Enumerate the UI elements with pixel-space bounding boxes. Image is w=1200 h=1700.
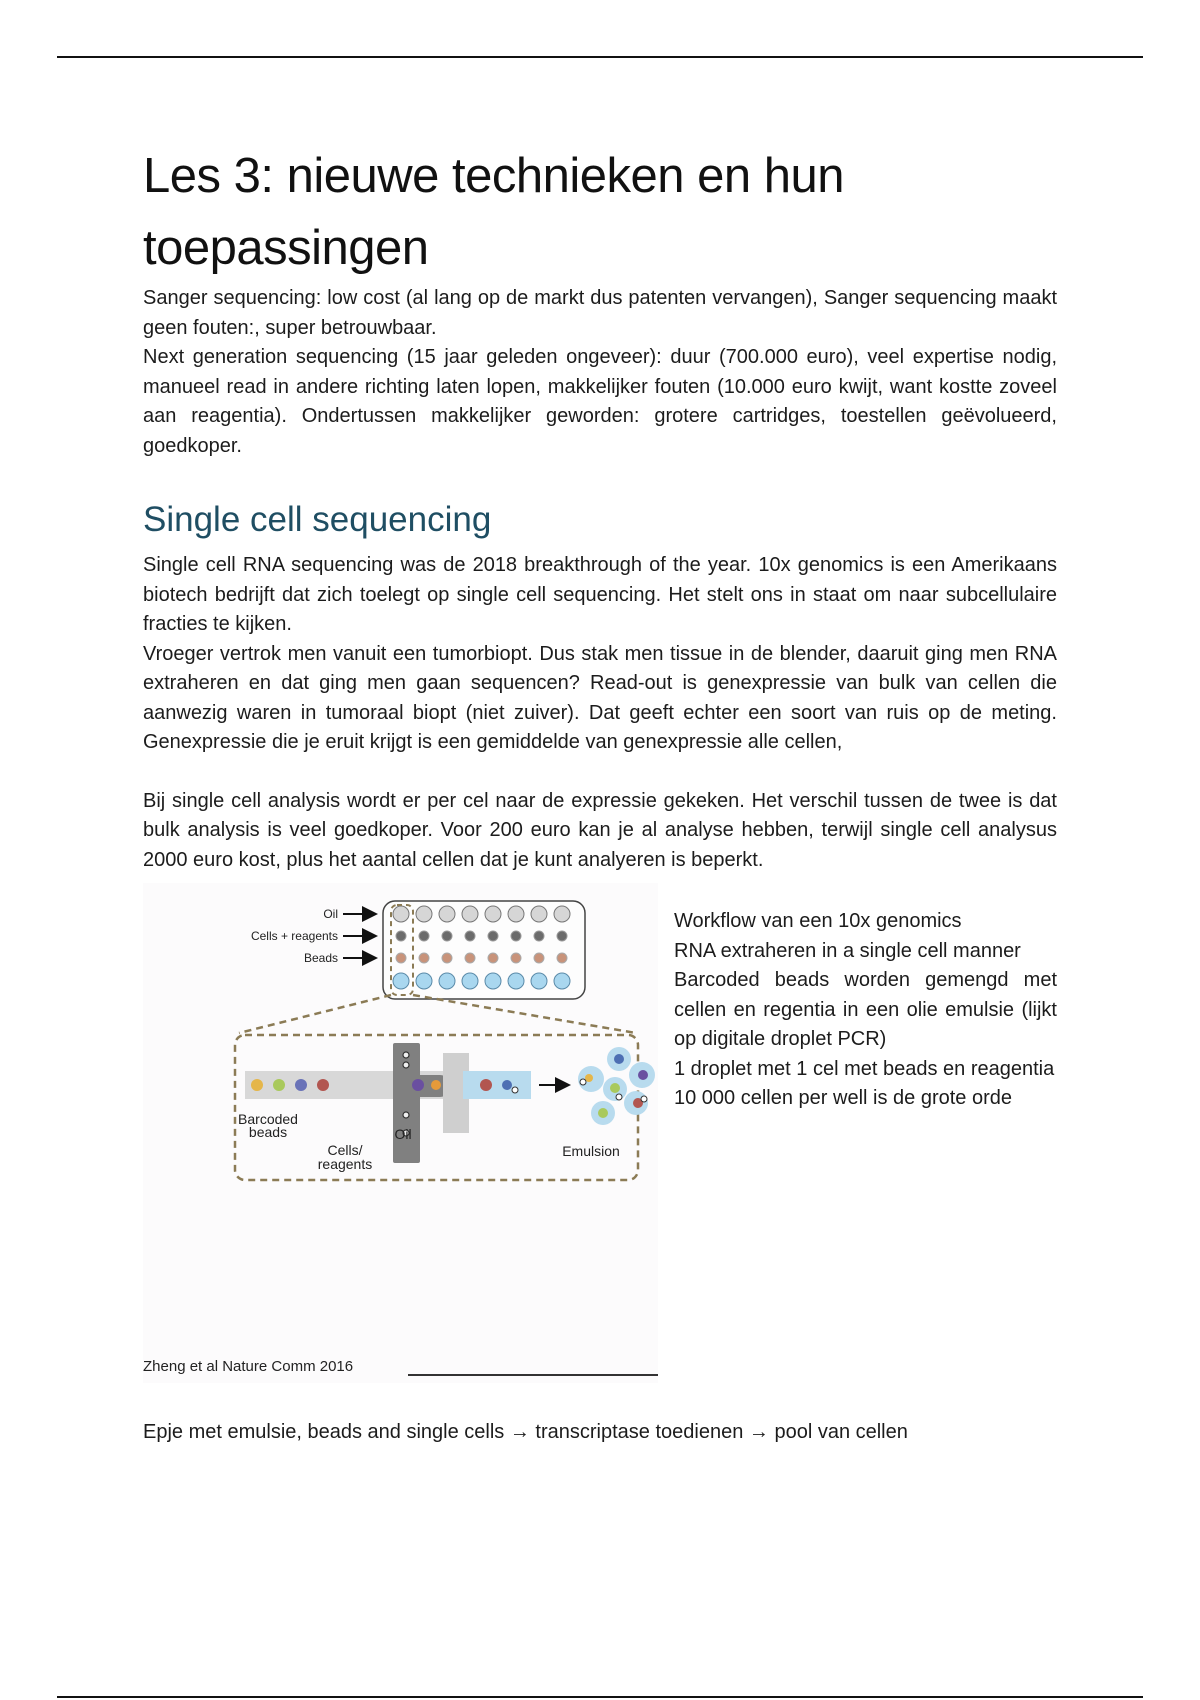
page-content bbox=[143, 140, 1057, 1447]
label-cells-reagents-top: Cells + reagents bbox=[250, 929, 338, 943]
side-note: Barcoded beads worden gemengd met cellen en regentia in een olie emulsie (lijkt op digitale droplet PCR) bbox=[674, 969, 1057, 1050]
label-cells: Cells/ bbox=[327, 1142, 363, 1158]
figure-caption: Zheng et al Nature Comm 2016 bbox=[143, 1358, 354, 1375]
paragraph-comparison: Bij single cell analysis wordt er per cel naar de expressie gekeken. Het verschil tussen de twee is dat bulk analysis is veel goedkoper. Voor 200 euro kan je al analyse hebben, terwijl single cell analysus 2000 euro kost, plus het aantal cellen dat je kunt analyeren is beperkt. bbox=[143, 789, 1057, 871]
label-oil-bottom: Oil bbox=[394, 1126, 412, 1142]
droplet-cell bbox=[512, 1087, 518, 1093]
side-note: RNA extraheren in a single cell manner bbox=[674, 939, 1021, 962]
bottom-rule bbox=[57, 1696, 1143, 1698]
emulsion-droplets bbox=[578, 1047, 655, 1125]
intro-paragraph-sanger: Sanger sequencing: low cost (al lang op de markt dus patenten vervangen), Sanger sequencing maakt geen fouten:, super betrouwbaar. bbox=[143, 287, 1057, 339]
side-note: 10 000 cellen per well is de grote orde bbox=[674, 1087, 1012, 1109]
zoom-line-right bbox=[413, 995, 636, 1033]
page-title: Les 3: nieuwe technieken en hun toepassingen bbox=[143, 149, 844, 275]
label-beads-top: Beads bbox=[303, 951, 338, 965]
paragraph-single-cell: Single cell RNA sequencing was de 2018 breakthrough of the year. 10x genomics is een Amerikaans biotech bedrijft dat zich toelegt op single cell sequencing. Het stelt ons in staat om naar subcellulaire fracties te kijken. bbox=[143, 554, 1057, 635]
paragraph-bulk: Vroeger vertrok men vanuit een tumorbiopt. Dus stak men tissue in de blender, daaruit ging men RNA extraheren en dat ging men gaan sequencen? Read-out is genexpressie van bulk van cellen die aanwezig waren in tumoraal biopt (niet zuiver). Dat geeft echter een soort van ruis op de meting. Genexpressie die je eruit krijgt is een gemiddelde van genexpressie alle cellen, bbox=[143, 642, 1057, 753]
section-heading: Single cell sequencing bbox=[143, 500, 492, 539]
droplet-bead bbox=[480, 1079, 492, 1091]
label-beads: beads bbox=[248, 1124, 288, 1140]
top-rule bbox=[57, 56, 1143, 58]
side-note: Workflow van een 10x genomics bbox=[674, 910, 962, 932]
zoom-line-left bbox=[239, 995, 391, 1033]
bead-in-junction bbox=[412, 1079, 424, 1091]
bead-in-junction-2 bbox=[431, 1080, 441, 1090]
figure-row bbox=[143, 883, 1057, 1403]
label-barcoded: Barcoded bbox=[238, 1111, 298, 1127]
workflow-diagram bbox=[143, 883, 658, 1363]
closing-line: Epje met emulsie, beads and single cells → transcriptase toedienen → pool van cellen bbox=[143, 1421, 908, 1443]
side-note: 1 droplet met 1 cel met beads en reagentia bbox=[674, 1057, 1055, 1080]
droplet-bead-2 bbox=[502, 1080, 512, 1090]
cells-channel bbox=[393, 1043, 420, 1163]
intro-paragraph-ngs: Next generation sequencing (15 jaar geleden ongeveer): duur (700.000 euro), veel expertise nodig, manueel read in andere richting laten lopen, makkelijker fouten (10.000 euro kwijt, want kostte zoveel aan reagentia). Ondertussen makkelijker geworden: grotere cartridges, toestellen geëvolueerd, goedkoper. bbox=[143, 346, 1057, 457]
outlet-channel bbox=[463, 1071, 531, 1099]
label-emulsion: Emulsion bbox=[562, 1143, 620, 1159]
label-oil-top: Oil bbox=[323, 907, 338, 921]
figure-side-notes bbox=[674, 883, 1057, 1403]
workflow-figure bbox=[143, 883, 658, 1383]
label-reagents: reagents bbox=[317, 1156, 373, 1172]
caption-underline bbox=[408, 1374, 658, 1376]
